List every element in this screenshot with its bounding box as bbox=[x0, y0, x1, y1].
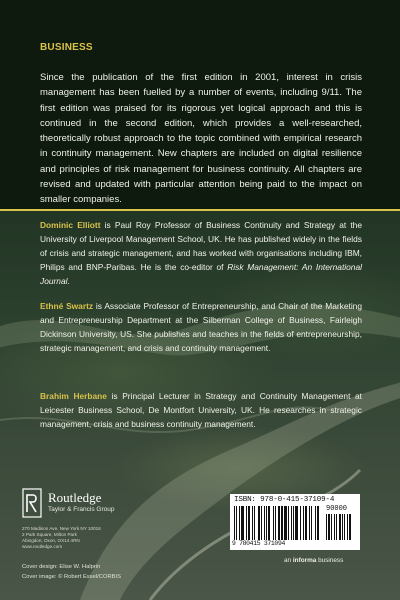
author-bio-elliott bbox=[40, 219, 362, 289]
author-name: Dominic Elliott bbox=[40, 220, 101, 230]
author-bio-herbane bbox=[40, 390, 362, 432]
ean-number: 9 780415 371094 bbox=[232, 540, 286, 547]
address-line: 270 Madison Ave, New York NY 10016 bbox=[22, 526, 101, 531]
informa-prefix: an bbox=[284, 557, 293, 564]
author-bio-end: . bbox=[67, 275, 70, 286]
author-name: Brahim Herbane bbox=[40, 391, 107, 401]
image-credit: Cover image: © Robert Essel/CORBIS bbox=[22, 574, 121, 580]
publisher-group: Taylor & Francis Group bbox=[48, 506, 115, 513]
author-bio-swartz bbox=[40, 300, 362, 356]
address-line: Abingdon, Oxon, OX14 4RN bbox=[22, 538, 80, 543]
publisher-name: Routledge bbox=[48, 490, 102, 505]
addon-bars bbox=[326, 514, 356, 540]
publisher-address bbox=[22, 526, 192, 550]
divider-rule bbox=[0, 209, 400, 211]
author-bio-text: is Associate Professor of Entrepreneurship, and Chair of the Marketing and Entrepreneurship Department at the Silberman College of Business, Fairleigh Dickinson University, US. She publishes and teaches in the fields of entrepreneurship, strategic management, and crisis and continuity management. bbox=[40, 301, 362, 353]
routledge-mark-icon bbox=[22, 488, 42, 518]
ean-bars bbox=[234, 506, 320, 540]
cover-credits bbox=[22, 562, 222, 582]
design-credit: Cover design: Elise W. Halprin bbox=[22, 564, 101, 570]
informa-suffix: business bbox=[316, 557, 344, 564]
author-name: Ethné Swartz bbox=[40, 301, 94, 311]
address-line: 2 Park Square, Milton Park bbox=[22, 532, 77, 537]
book-description: Since the publication of the first edition in 2001, interest in crisis management has been fuelled by a number of events, including 9/11. The first edition was praised for its rigorous yet logical approach and this is continued in the second edition, which provides a well-researched, theoretically robust approach to the topic combined with empirical research in continuity management. New chapters are included on digital resilience and principles of risk management for business continuity. All chapters are revised and updated with particular attention being paid to the impact on smaller companies. bbox=[40, 72, 362, 206]
journal-title: Risk Management: An International Journal bbox=[40, 261, 362, 286]
informa-tagline bbox=[284, 557, 343, 564]
address-line: www.routledge.com bbox=[22, 544, 63, 549]
isbn-barcode bbox=[230, 494, 360, 550]
author-bio-text: is Principal Lecturer in Strategy and Continuity Management at Leicester Business School, De Montfort University, UK. He researches in strategic management, crisis and business continuity management. bbox=[40, 391, 362, 429]
addon-number: 90000 bbox=[326, 505, 348, 513]
isbn-text: ISBN: 978-0-415-37109-4 bbox=[234, 496, 335, 504]
publisher-logo bbox=[22, 488, 192, 528]
author-bio-text: is Paul Roy Professor of Business Continuity and Strategy at the University of Liverpool Management School, UK. He has published widely in the fields of crisis and strategic management, and has worked with organisations including IBM, Philips and BNP-Paribas. He is the co-editor of bbox=[40, 220, 363, 272]
informa-brand: informa bbox=[292, 557, 317, 564]
subject-category: BUSINESS bbox=[40, 42, 93, 53]
